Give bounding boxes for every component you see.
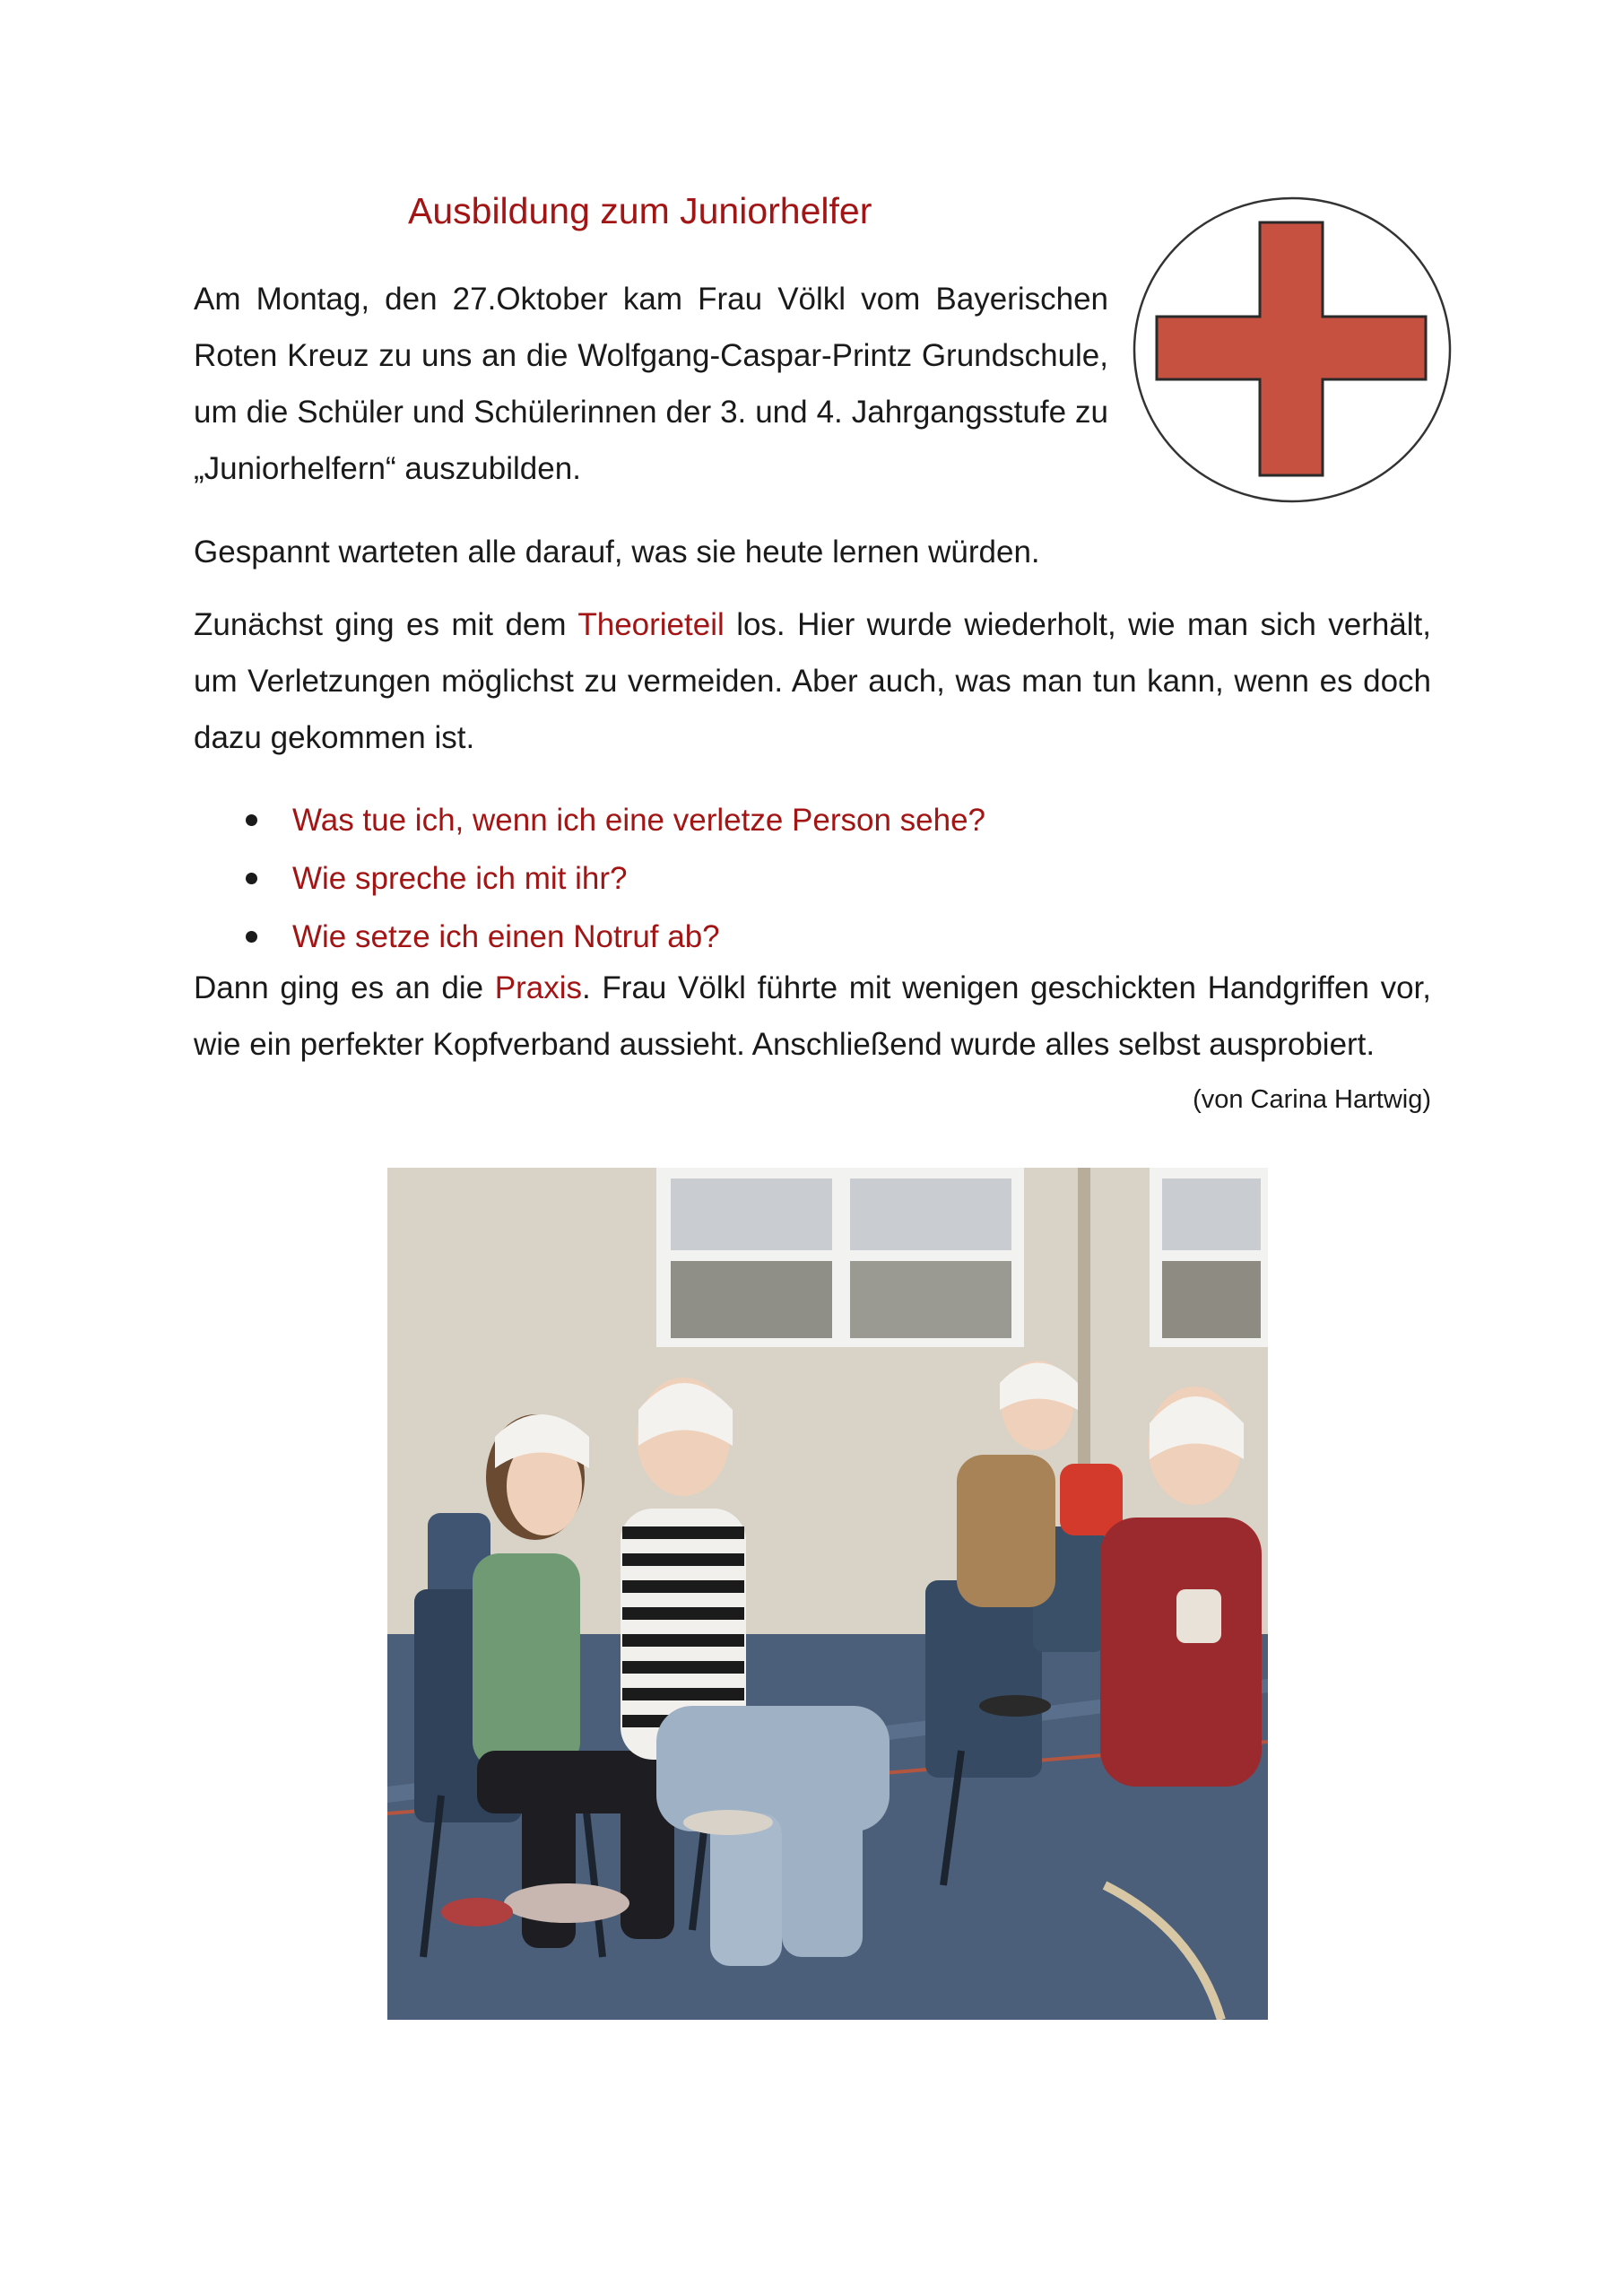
list-item	[194, 791, 1270, 849]
practice-paragraph	[194, 960, 1431, 1073]
theory-paragraph	[194, 596, 1431, 766]
expectation-paragraph: Gespannt warteten alle darauf, was sie heute lernen würden.	[194, 535, 1040, 570]
list-item	[194, 908, 1270, 966]
bullet-icon	[246, 931, 257, 943]
theory-text-after: los. Hier wurde wiederholt, wie man sich verhält, um Verletzungen möglichst zu vermeiden. Aber auch, was man tun kann, wenn es doch dazu gekommen ist.	[194, 607, 1431, 755]
practice-highlight: Praxis	[494, 970, 583, 1005]
theory-highlight: Theorieteil	[577, 607, 725, 642]
red-cross-icon	[1132, 196, 1453, 504]
bullet-icon	[246, 814, 257, 826]
author-credit: (von Carina Hartwig)	[1193, 1085, 1431, 1114]
theory-text-before: Zunächst ging es mit dem	[194, 607, 578, 642]
question-text: Wie setze ich einen Notruf ab?	[292, 919, 720, 954]
practice-text-after: . Frau Völkl führte mit wenigen geschickten Handgriffen vor, wie ein perfekter Kopfverband aussieht. Anschließend wurde alles selbst ausprobiert.	[194, 970, 1431, 1062]
list-item	[194, 849, 1270, 908]
article-title: Ausbildung zum Juniorhelfer	[408, 190, 872, 231]
question-text: Was tue ich, wenn ich eine verletze Person sehe?	[292, 803, 986, 838]
children-with-head-bandages-photo	[387, 1168, 1268, 2020]
bullet-icon	[246, 873, 257, 884]
question-text: Wie spreche ich mit ihr?	[292, 861, 628, 896]
practice-text-before: Dann ging es an die	[194, 970, 495, 1005]
intro-paragraph: Am Montag, den 27.Oktober kam Frau Völkl vom Bayerischen Roten Kreuz zu uns an die Wolfgang-Caspar-Printz Grundschule, um die Schüler und Schülerinnen der 3. und 4. Jahrgangsstufe zu „Juniorhelfern“ auszubilden.	[194, 282, 1108, 486]
question-list	[194, 791, 1270, 966]
